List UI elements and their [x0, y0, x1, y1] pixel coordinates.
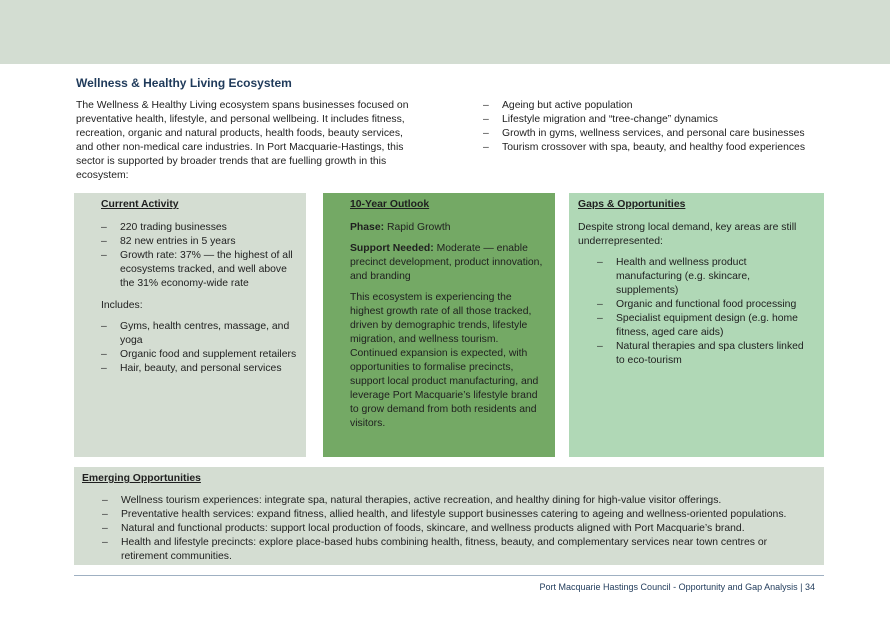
outlook-body: This ecosystem is experiencing the highest growth rate of all those tracked, driven by demographic trends, lifestyle migration, and wellness tourism. Continued expansion is expected, with opportunities to formalise precincts, support local product manufacturing, and leverage Port Macquarie’s lifestyle brand to grow demand from both residents and visitors. — [350, 292, 539, 429]
outlook-panel — [323, 193, 555, 457]
header-band — [0, 0, 890, 64]
panel-title: Current Activity — [101, 199, 179, 210]
page-footer: Port Macquarie Hastings Council - Opportunity and Gap Analysis | 34 — [539, 582, 815, 592]
support-label: Support Needed: — [350, 243, 434, 254]
list-item: – Gyms, health centres, massage, and yoga — [101, 320, 298, 348]
footer-divider — [74, 575, 824, 576]
list-item: – Organic and functional food processing — [597, 298, 814, 312]
list-item: – 220 trading businesses — [101, 221, 298, 235]
includes-label: Includes: — [101, 300, 143, 311]
list-item: – Growth in gyms, wellness services, and personal care businesses — [483, 127, 828, 141]
list-item: – Tourism crossover with spa, beauty, and healthy food experiences — [483, 141, 828, 155]
gaps-panel — [569, 193, 824, 457]
list-item: – Natural and functional products: support local production of foods, skincare, and wellness products aligned with Port Macquarie’s brand. — [102, 522, 814, 536]
list-item: – Lifestyle migration and “tree-change” dynamics — [483, 113, 828, 127]
support-value: Moderate — enable precinct development, product innovation, and branding — [350, 243, 543, 282]
panel-title: 10-Year Outlook — [350, 199, 430, 210]
support-line — [350, 242, 547, 284]
list-item: – Wellness tourism experiences: integrate spa, natural therapies, active recreation, and healthy dining for high-value visitor offerings. — [102, 494, 814, 508]
phase-line — [350, 221, 547, 235]
panel-title: Gaps & Opportunities — [578, 199, 686, 210]
list-item: – Health and wellness product manufacturing (e.g. skincare, supplements) — [597, 256, 814, 298]
current-activity-panel — [74, 193, 306, 457]
gaps-intro: Despite strong local demand, key areas are still underrepresented: — [578, 222, 797, 247]
emerging-list — [102, 494, 814, 564]
emerging-opportunities-panel — [74, 467, 824, 565]
section-title: Wellness & Healthy Living Ecosystem — [76, 76, 292, 90]
intro-paragraph: The Wellness & Healthy Living ecosystem spans businesses focused on preventative health, lifestyle, and personal wellbeing. It includes fitness, recreation, organic and natural products, health foods, beauty services, and other non-medical care industries. In Port Macquarie-Hastings, this sector is supported by broader trends that are fuelling growth in this ecosystem: — [76, 100, 409, 181]
gaps-list — [597, 256, 814, 368]
list-item: – Specialist equipment design (e.g. home fitness, aged care aids) — [597, 312, 814, 340]
includes-list — [101, 320, 298, 376]
phase-value: Rapid Growth — [384, 222, 451, 233]
list-item: – Hair, beauty, and personal services — [101, 362, 298, 376]
list-item: – Preventative health services: expand fitness, allied health, and lifestyle support businesses catering to ageing and wellness-oriented populations. — [102, 508, 814, 522]
list-item: – Health and lifestyle precincts: explore place-based hubs combining health, fitness, beauty, and complementary services near town centres or retirement communities. — [102, 536, 814, 564]
list-item: – Ageing but active population — [483, 99, 828, 113]
trends-list — [483, 99, 828, 155]
panel-title: Emerging Opportunities — [82, 473, 201, 484]
phase-label: Phase: — [350, 222, 385, 233]
list-item: – 82 new entries in 5 years — [101, 235, 298, 249]
list-item: – Organic food and supplement retailers — [101, 348, 298, 362]
list-item: – Natural therapies and spa clusters linked to eco-tourism — [597, 340, 814, 368]
stats-list — [101, 221, 298, 291]
list-item: – Growth rate: 37% — the highest of all ecosystems tracked, and well above the 31% economy-wide rate — [101, 249, 298, 291]
